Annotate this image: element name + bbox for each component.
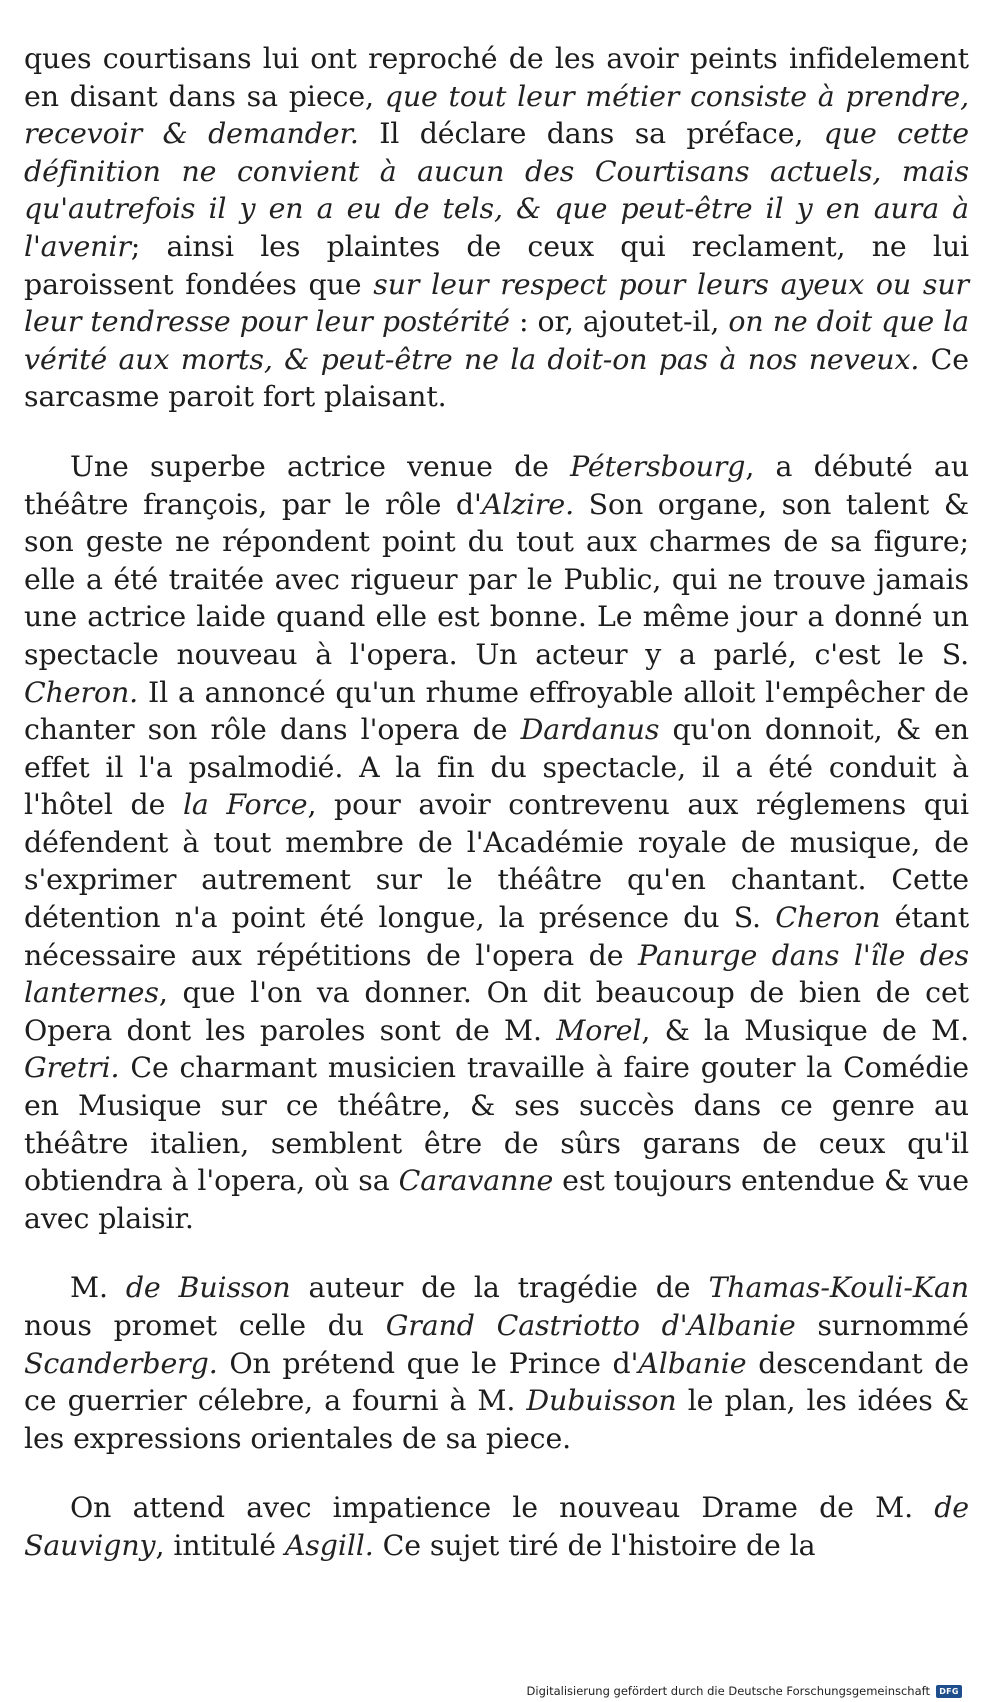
italic-text: Dubuisson — [526, 1384, 677, 1418]
body-text: Son organe, son talent & son geste ne répondent point du tout aux charmes de sa figure; elle a été traitée avec rigueur par le Public, qui ne trouve jamais une actrice laide quand elle est bonne. Le même jour a donné un spectacle nouveau à l'opera. Un acteur y a parlé, c'est le S. — [24, 487, 969, 671]
body-text: surnommé — [795, 1309, 970, 1342]
body-text: On prétend que le Prince d' — [217, 1346, 639, 1380]
body-text: ques courtisans lui ont reproché de les avoir peints infidelement en disant dans sa piece, — [24, 42, 969, 113]
body-text: ; ainsi les plaintes de ceux qui reclament, ne lui paroissent fondées que — [24, 229, 969, 301]
body-text: , a débuté au théâtre françois, par le rôle d' — [24, 449, 970, 521]
body-text: On attend avec impatience le nouveau Drame de M. — [70, 1491, 935, 1525]
body-text: Une superbe actrice venue de — [70, 449, 571, 483]
body-text: qu'on donnoit, & en effet il l'a psalmodié. A la fin du spectacle, il a été conduit à l'hôtel de — [24, 713, 969, 822]
body-text: nous promet celle du — [24, 1309, 386, 1342]
italic-text: que tout leur métier consiste à prendre, recevoir & demander. — [24, 79, 970, 151]
italic-text: de Sauvigny — [24, 1491, 969, 1562]
italic-text: Scanderberg. — [24, 1346, 218, 1380]
italic-text: Asgill. — [284, 1528, 374, 1562]
italic-text: Panurge dans l'île des lanternes — [24, 938, 969, 1010]
italic-text: on ne doit que la vérité aux morts, & peut-être ne la doit-on pas à nos neveux. — [24, 305, 969, 376]
body-text: Ce sarcasme paroit fort plaisant. — [24, 342, 969, 414]
italic-text: Caravanne — [398, 1164, 554, 1198]
italic-text: de Buisson — [125, 1271, 291, 1305]
italic-text: Albanie — [638, 1346, 747, 1380]
body-text: Ce charmant musicien travaille à faire gouter la Comédie en Musique sur ce théâtre, & ses succès dans ce genre au théâtre italien, semblent être de sûrs garans de ceux qu'il obtiendra à l'opera, où sa — [24, 1051, 969, 1198]
body-text: Ce sujet tiré de l'histoire de la — [373, 1528, 816, 1562]
body-text: : or, ajoutet-il, — [509, 305, 729, 339]
footer-text: Digitalisierung gefördert durch die Deutsche Forschungsgemeinschaft — [526, 1684, 930, 1698]
italic-text: que cette définition ne convient à aucun des Courtisans actuels, mais qu'autrefois il y en a eu de tels, & que peut-être il y en aura à l'avenir — [24, 117, 969, 263]
footer-credit — [527, 1684, 962, 1698]
body-text: , & la Musique de M. — [641, 1013, 969, 1047]
paragraph — [24, 448, 969, 1237]
italic-text: Cheron — [775, 901, 881, 935]
italic-text: Morel — [556, 1013, 642, 1047]
italic-text: Dardanus — [520, 713, 660, 747]
body-text: est toujours entendue & vue avec plaisir. — [24, 1164, 969, 1235]
paragraph — [24, 1269, 969, 1457]
italic-text: sur leur respect pour leurs ayeux ou sur leur tendresse pour leur postérité — [24, 267, 969, 339]
italic-text: Gretri. — [24, 1051, 120, 1085]
italic-text: Alzire. — [481, 487, 575, 521]
page-text — [24, 40, 969, 1565]
dfg-logo: DFG — [936, 1685, 962, 1698]
body-text: auteur de la tragédie de — [290, 1271, 709, 1305]
italic-text: Pétersbourg — [570, 449, 746, 483]
body-text: étant nécessaire aux répétitions de l'opera de — [24, 901, 969, 972]
body-text: Il déclare dans sa préface, — [358, 117, 824, 151]
paragraph — [24, 1489, 969, 1564]
italic-text: Cheron. — [24, 675, 139, 709]
body-text: descendant de ce guerrier célebre, a fourni à M. — [24, 1346, 969, 1418]
italic-text: Thamas-Kouli-Kan — [708, 1271, 969, 1305]
italic-text: la Force — [182, 788, 308, 822]
body-text: , que l'on va donner. On dit beaucoup de bien de cet Opera dont les paroles sont de M. — [24, 976, 969, 1047]
body-text: M. — [70, 1271, 126, 1305]
paragraph — [24, 40, 969, 416]
body-text: le plan, les idées & les expressions orientales de sa piece. — [24, 1384, 970, 1455]
body-text: , intitulé — [155, 1528, 285, 1562]
body-text: , pour avoir contrevenu aux réglemens qui défendent à tout membre de l'Académie royale de musique, de s'exprimer autrement sur le théâtre qu'en chantant. Cette détention n'a point été longue, la présence du S. — [24, 788, 969, 935]
body-text: Il a annoncé qu'un rhume effroyable alloit l'empêcher de chanter son rôle dans l'opera de — [24, 675, 969, 747]
italic-text: Grand Castriotto d'Albanie — [385, 1309, 796, 1342]
